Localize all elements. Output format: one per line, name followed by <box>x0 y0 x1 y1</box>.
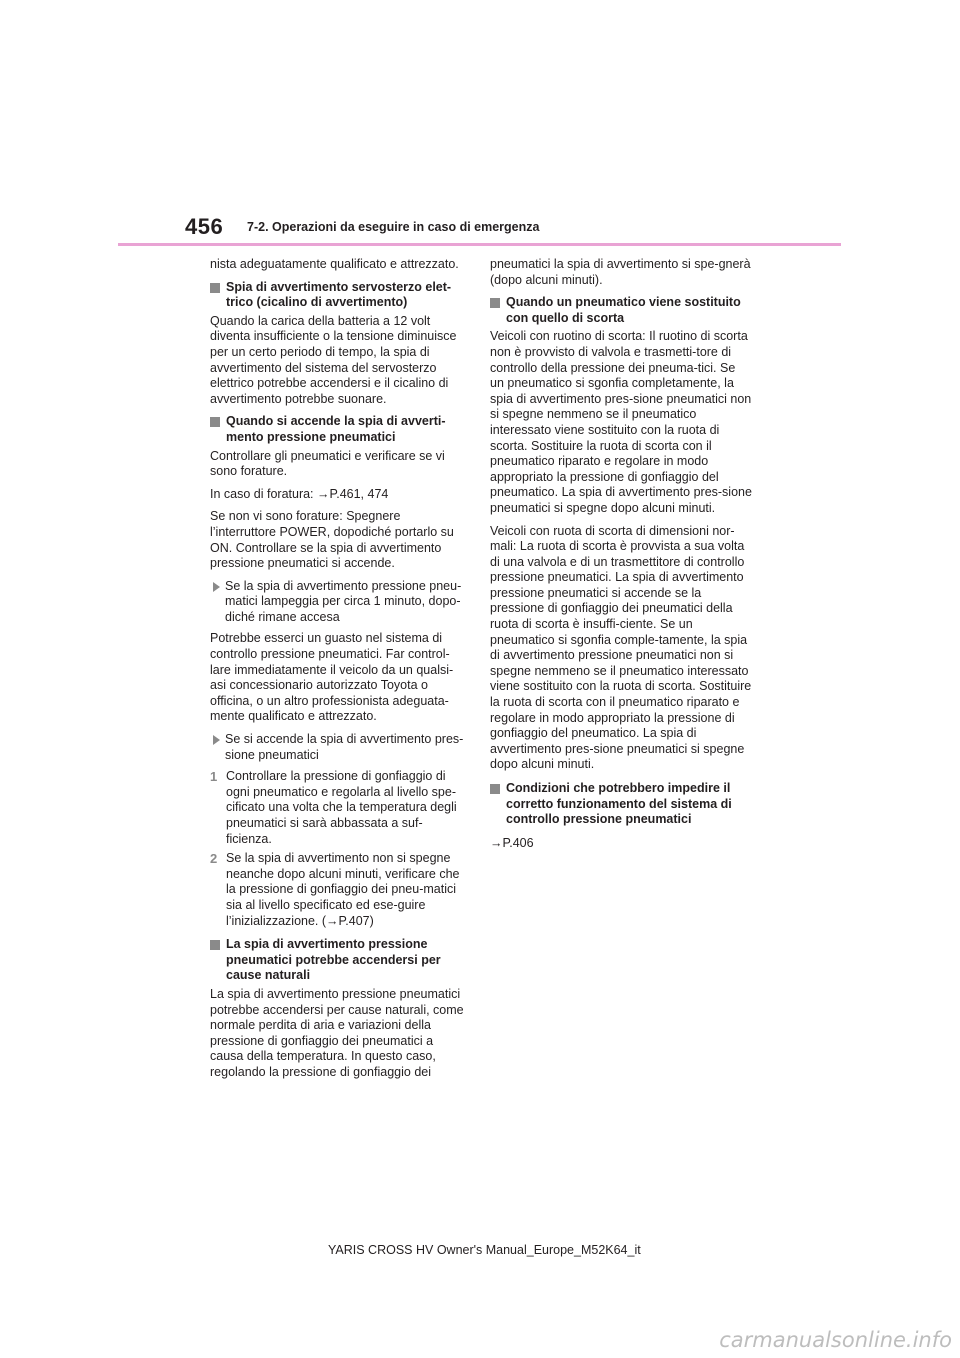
triangle-bullet-icon <box>213 582 220 592</box>
paragraph: Veicoli con ruotino di scorta: Il ruotino di scorta non è provvisto di valvola e trasmetti-tore di controllo della pressione dei pneuma-tici. Se un pneumatico si sgonfia completamente, la spia di avvertimento pres-sione pneumatici non si spegne nemmeno se il pneumatico interessato viene sostituito con la ruota di scorta. Sostituire la ruota di scorta con il pneumatico riparato e regolare in modo appropriato la pressione di gonfiaggio del pneumatico. La spia di avvertimento pres-sione pneumatici si spegne dopo alcuni minuti. <box>490 329 752 515</box>
paragraph: Quando la carica della batteria a 12 volt diventa insufficiente o la tensione diminuisce per un certo periodo di tempo, la spia di avvertimento del sistema del servosterzo elettrico potrebbe accendersi e il cicalino di avvertimento potrebbe suonare. <box>210 313 457 406</box>
bullet-text: Se la spia di avvertimento pressione pneu-matici lampeggia per circa 1 minuto, dopo-diché rimane accesa <box>225 578 462 624</box>
heading-natural-causes <box>210 937 468 984</box>
triangle-bullet-icon <box>213 735 220 745</box>
bullet-item <box>210 732 468 763</box>
paragraph: Potrebbe esserci un guasto nel sistema di controllo pressione pneumatici. Far control-lare immediatamente il veicolo da un qualsi-asi concessionario autorizzato Toyota o officina, o un altro professionista adeguata-mente qualificato e attrezzato. <box>210 631 454 724</box>
section-title: 7-2. Operazioni da eseguire in caso di emergenza <box>247 220 540 234</box>
paragraph: pneumatici la spia di avvertimento si spe-gnerà (dopo alcuni minuti). <box>490 257 751 287</box>
step-number: 2 <box>210 851 218 867</box>
paragraph: La spia di avvertimento pressione pneumatici potrebbe accendersi per cause naturali, come normale perdita di aria e variazioni della pressione di gonfiaggio dei pneumatici a causa della temperatura. In questo caso, regolando la pressione di gonfiaggio dei <box>210 986 464 1079</box>
square-bullet-icon <box>490 298 500 308</box>
square-bullet-icon <box>490 784 500 794</box>
square-bullet-icon <box>210 940 220 950</box>
paragraph-ref: In caso di foratura: →P.461, 474 <box>210 486 389 501</box>
step-number: 1 <box>210 769 218 785</box>
step-item <box>210 851 468 929</box>
left-column <box>210 257 468 1088</box>
heading-conditions <box>490 781 752 828</box>
paragraph: Veicoli con ruota di scorta di dimensioni nor-mali: La ruota di scorta è provvista a sua volta di una valvola e di un trasmettitore di controllo pressione pneumatici. La spia di avvertimento pressione pneumatici si accende se la pressione di gonfiaggio dei pneumatici della ruota di scorta è insuffi-ciente. Se un pneumatico si sgonfia comple-tamente, la spia di avvertimento pressione pneumatici non si spegne nemmeno se il pneumatico interessato viene sostituito con la ruota di scorta. Sostituire la ruota di scorta con il pneumatico riparato e regolare in modo appropriato la pressione di gonfiaggio del pneumatico. La spia di avvertimento pres-sione pneumatici si spegne dopo alcuni minuti. <box>490 523 752 772</box>
intro-paragraph: nista adeguatamente qualificato e attrezzato. <box>210 257 459 271</box>
step-item <box>210 769 468 847</box>
heading-text: Quando un pneumatico viene sostituito con quello di scorta <box>506 295 741 325</box>
paragraph: Se non vi sono forature: Spegnere l’interruttore POWER, dopodiché portarlo su ON. Controllare se la spia di avvertimento pressione pneumatici si accende. <box>210 509 454 571</box>
heading-text: Condizioni che potrebbero impedire il corretto funzionamento del sistema di controllo pressione pneumatici <box>506 781 732 827</box>
step-text: Controllare la pressione di gonfiaggio di ogni pneumatico e regolarla al livello spe-cificato una volta che la temperatura degli pneumatici si sarà abbassata a suf-ficienza. <box>226 769 457 846</box>
footer-text: YARIS CROSS HV Owner's Manual_Europe_M52K64_it <box>328 1243 641 1257</box>
paragraph-ref: →P.406 <box>490 835 534 850</box>
heading-spare-tire <box>490 295 752 326</box>
paragraph: Controllare gli pneumatici e verificare se vi sono forature. <box>210 448 445 479</box>
heading-power-steering <box>210 280 468 311</box>
right-column <box>490 257 752 858</box>
bullet-item <box>210 579 468 626</box>
header-rule <box>118 243 841 246</box>
bullet-text: Se si accende la spia di avvertimento pres-sione pneumatici <box>225 732 464 762</box>
square-bullet-icon <box>210 417 220 427</box>
heading-text: La spia di avvertimento pressione pneumatici potrebbe accendersi per cause naturali <box>226 937 441 983</box>
page-number: 456 <box>185 214 224 239</box>
heading-text: Quando si accende la spia di avverti-mento pressione pneumatici <box>226 414 446 444</box>
square-bullet-icon <box>210 283 220 293</box>
heading-tire-pressure <box>210 414 468 445</box>
watermark: carmanualsonline.info <box>719 1328 952 1352</box>
step-text: Se la spia di avvertimento non si spegne neanche dopo alcuni minuti, verificare che la pressione di gonfiaggio dei pneu-matici sia al livello specificato ed ese-guire l’inizializzazione. (→P.407) <box>226 851 460 928</box>
heading-text: Spia di avvertimento servosterzo elet-trico (cicalino di avvertimento) <box>226 279 452 310</box>
